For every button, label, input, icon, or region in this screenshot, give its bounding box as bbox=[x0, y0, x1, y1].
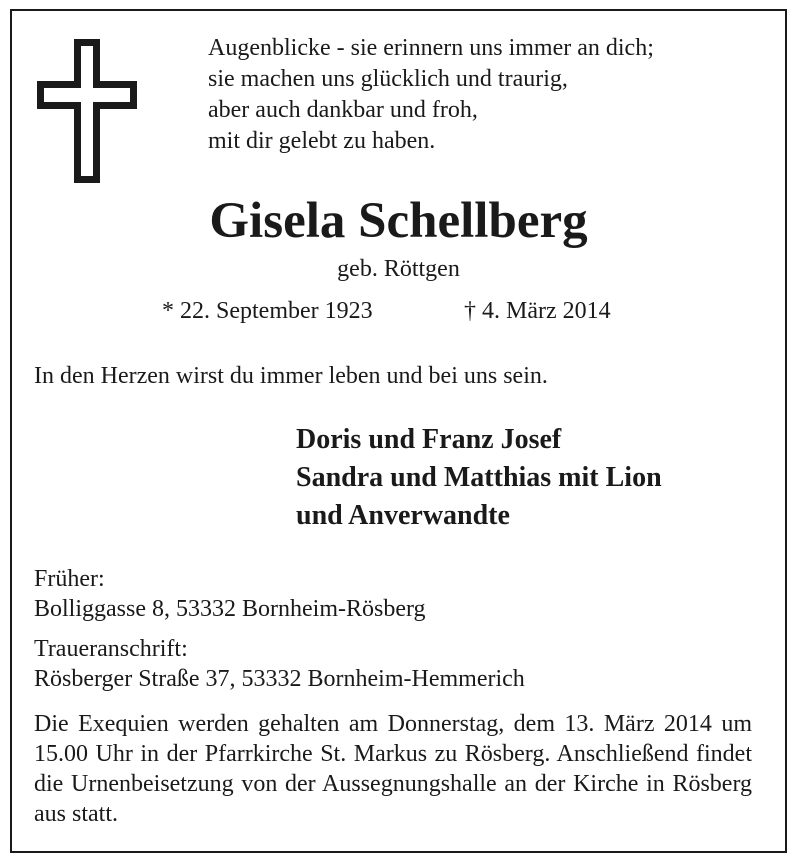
family-list bbox=[296, 421, 662, 535]
poem-line: mit dir gelebt zu haben. bbox=[208, 128, 436, 154]
former-address bbox=[34, 564, 426, 624]
former-address-text: Bolliggasse 8, 53332 Bornheim-Rösberg bbox=[34, 596, 426, 622]
obituary-notice bbox=[10, 9, 787, 853]
former-address-label: Früher: bbox=[34, 566, 105, 592]
mourning-address bbox=[34, 634, 525, 694]
birth-name: geb. Röttgen bbox=[337, 256, 460, 282]
deceased-name: Gisela Schellberg bbox=[209, 193, 588, 249]
family-line: Sandra und Matthias mit Lion bbox=[296, 462, 662, 493]
cross-icon bbox=[34, 36, 140, 186]
poem-line: aber auch dankbar und froh, bbox=[208, 97, 478, 123]
family-line: Doris und Franz Josef bbox=[296, 424, 562, 455]
death-date: † 4. März 2014 bbox=[464, 298, 611, 324]
family-line: und Anverwandte bbox=[296, 500, 510, 531]
poem bbox=[208, 33, 654, 157]
memorial-quote: In den Herzen wirst du immer leben und bei uns sein. bbox=[34, 363, 548, 389]
poem-line: Augenblicke - sie erinnern uns immer an dich; bbox=[208, 35, 654, 61]
mourning-address-text: Rösberger Straße 37, 53332 Bornheim-Hemmerich bbox=[34, 666, 525, 692]
poem-line: sie machen uns glücklich und traurig, bbox=[208, 66, 568, 92]
service-details: Die Exequien werden gehalten am Donnerstag, dem 13. März 2014 um 15.00 Uhr in der Pfarrkirche St. Markus zu Rösberg. Anschließend findet die Urnenbeisetzung von der Aussegnungshalle an der Kirche in Rösberg aus statt. bbox=[34, 711, 752, 827]
birth-date: * 22. September 1923 bbox=[162, 298, 373, 324]
mourning-address-label: Traueranschrift: bbox=[34, 636, 188, 662]
